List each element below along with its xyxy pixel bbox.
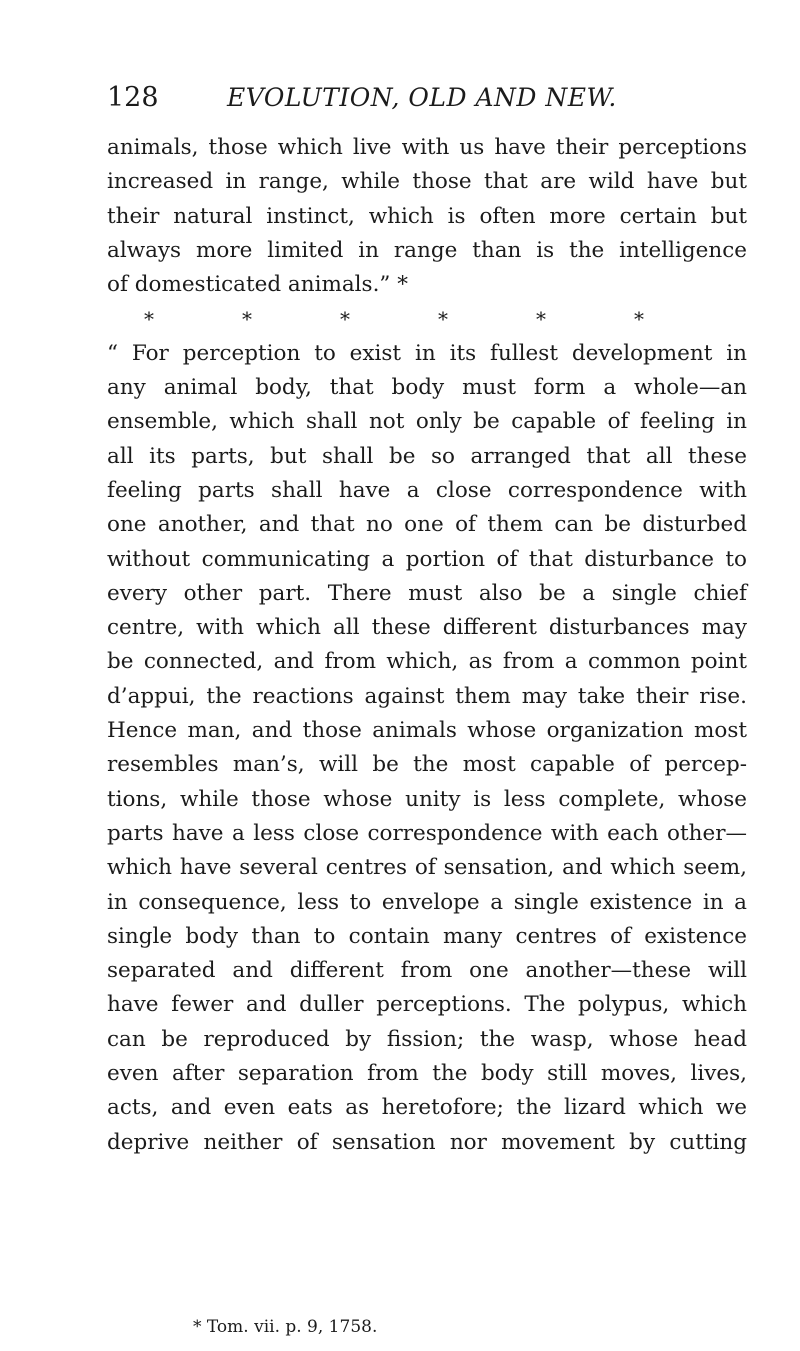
text-line: of domesticated animals.” * xyxy=(107,272,408,298)
text-line: any animal body, that body must form a whole—an xyxy=(107,375,747,401)
text-line: in consequence, less to envelope a single existence in a xyxy=(107,889,747,915)
text-line: which have several centres of sensation, and which seem, xyxy=(107,855,747,881)
text-line: Hence man, and those animals whose organization most xyxy=(107,718,747,744)
star: * xyxy=(242,307,252,332)
text-line: d’appui, the reactions against them may take their rise. xyxy=(107,683,747,709)
text-line: increased in range, while those that are wild have but xyxy=(107,169,747,195)
star: * xyxy=(536,307,546,332)
text-line: single body than to contain many centres of existence xyxy=(107,923,747,949)
text-line: have fewer and duller perceptions. The polypus, which xyxy=(107,992,747,1018)
text-line: even after separation from the body still moves, lives, xyxy=(107,1061,747,1087)
star: * xyxy=(438,307,448,332)
text-line: separated and different from one another—these will xyxy=(107,958,747,984)
text-line: “ For perception to exist in its fullest development in xyxy=(107,340,747,366)
text-line: every other part. There must also be a single chief xyxy=(107,580,747,606)
text-line: resembles man’s, will be the most capable of percep- xyxy=(107,752,747,778)
star: * xyxy=(634,307,644,332)
star: * xyxy=(144,307,154,332)
text-line: acts, and even eats as heretofore; the lizard which we xyxy=(107,1095,747,1121)
text-line: deprive neither of sensation nor movement by cutting xyxy=(107,1129,747,1155)
text-line: ensemble, which shall not only be capable of feeling in xyxy=(107,409,747,435)
text-line: be connected, and from which, as from a common point xyxy=(107,649,747,675)
text-line: animals, those which live with us have their perceptions xyxy=(107,135,747,160)
star: * xyxy=(340,307,350,332)
text-line: one another, and that no one of them can be disturbed xyxy=(107,512,747,538)
text-line: feeling parts shall have a close correspondence with xyxy=(107,477,747,503)
text-line: parts have a less close correspondence with each other— xyxy=(107,820,747,846)
text-line: all its parts, but shall be so arranged that all these xyxy=(107,443,747,469)
running-title: EVOLUTION, OLD AND NEW. xyxy=(227,83,617,112)
text-line: always more limited in range than is the intelligence xyxy=(107,237,747,263)
page-header xyxy=(107,80,747,120)
text-line: can be reproduced by fission; the wasp, whose head xyxy=(107,1026,747,1052)
body-text xyxy=(107,131,747,1160)
text-line: without communicating a portion of that disturbance to xyxy=(107,546,747,572)
text-line: tions, while those whose unity is less complete, whose xyxy=(107,786,747,812)
section-break-stars xyxy=(144,302,644,336)
text-line: their natural instinct, which is often more certain but xyxy=(107,203,747,229)
text-line: centre, with which all these different disturbances may xyxy=(107,615,747,641)
page-number: 128 xyxy=(107,82,159,113)
footnote: * Tom. vii. p. 9, 1758. xyxy=(193,1317,378,1337)
